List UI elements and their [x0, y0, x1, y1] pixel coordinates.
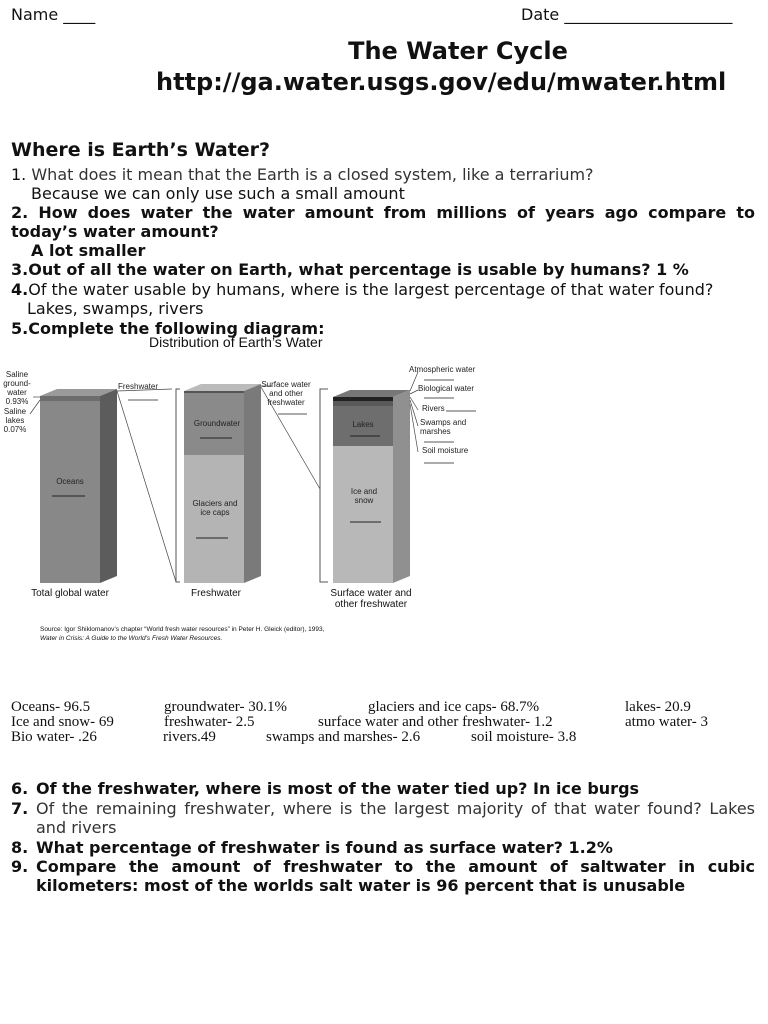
saline-lakes-label: Saline lakes 0.07% [3, 407, 27, 434]
biological-water-label: Biological water [418, 384, 475, 393]
diagram-title: Distribution of Earth’s Water [149, 334, 323, 350]
answer-lakes: lakes- 20.9 [625, 699, 691, 715]
page-title: The Water Cycle [348, 37, 568, 65]
question-7: 7. Of the remaining freshwater, where is the largest majority of that water found? Lakes and rivers [11, 799, 755, 837]
oceans-label: Oceans [56, 477, 84, 486]
saline-groundwater-label: Saline ground- water 0.93% [3, 370, 31, 406]
total-global-water-caption: Total global water [31, 588, 109, 599]
answer-ice-snow: Ice and snow- 69 [11, 714, 114, 730]
question-1: 1. What does it mean that the Earth is a closed system, like a terrarium? [11, 165, 594, 184]
answer-swamps: swamps and marshes- 2.6 [266, 729, 421, 745]
answer-groundwater: groundwater- 30.1% [164, 699, 287, 715]
lakes-label: Lakes [352, 420, 374, 429]
question-2: 2. How does water the water amount from millions of years ago compare to today’s water amount? [11, 203, 755, 241]
answer-rivers: rivers.49 [163, 729, 216, 745]
glaciers-label: Glaciers and ice caps [192, 499, 238, 517]
answer-1: Because we can only use such a small amount [31, 184, 405, 203]
date-field-label: Date _____________________ [521, 5, 733, 24]
source-url: http://ga.water.usgs.gov/edu/mwater.html [156, 68, 727, 96]
diagram-source: Source: Igor Shiklomanov’s chapter “World fresh water resources” in Peter H. Gleick (editor), 1993, Water in Crisis: A Guide to the World’s Fresh Water Resources. [40, 626, 325, 642]
ice-snow-label: Ice and snow [350, 487, 378, 505]
freshwater-caption: Freshwater [190, 588, 241, 599]
answer-soil-moisture: soil moisture- 3.8 [471, 729, 577, 745]
answer-surface-water: surface water and other freshwater- 1.2 [318, 714, 553, 730]
question-5: 5.Complete the following diagram: [11, 319, 325, 338]
answer-4: Lakes, swamps, rivers [27, 299, 204, 318]
rivers-label: Rivers [422, 404, 445, 413]
name-field-label: Name ____ [11, 5, 96, 24]
question-4: 4.Of the water usable by humans, where is the largest percentage of that water found? [11, 280, 714, 299]
answer-atmo-water: atmo water- 3 [625, 714, 708, 730]
question-8: 8. What percentage of freshwater is found as surface water? 1.2% [11, 838, 613, 857]
answer-freshwater: freshwater- 2.5 [164, 714, 255, 730]
question-6: 6. Of the freshwater, where is most of the water tied up? In ice burgs [11, 779, 640, 798]
surface-water-pointer-label: Surface water and other freshwater [261, 380, 311, 407]
answer-glaciers: glaciers and ice caps- 68.7% [368, 699, 540, 715]
section-title: Where is Earth’s Water? [11, 139, 271, 161]
freshwater-pointer-label: Freshwater [118, 382, 159, 391]
answer-bio-water: Bio water- .26 [11, 729, 97, 745]
question-9: 9. Compare the amount of freshwater to the amount of saltwater in cubic kilometers: most of the worlds salt water is 96 percent that is unusable [11, 857, 755, 895]
soil-moisture-label: Soil moisture [422, 446, 469, 455]
water-distribution-diagram [0, 334, 490, 654]
question-3: 3.Out of all the water on Earth, what percentage is usable by humans? 1 % [11, 260, 689, 279]
swamps-label: Swamps and marshes [420, 418, 467, 436]
groundwater-label: Groundwater [193, 419, 241, 428]
surface-water-caption: Surface water and other freshwater [330, 588, 412, 610]
answer-oceans: Oceans- 96.5 [11, 699, 91, 715]
atmospheric-water-label: Atmospheric water [409, 365, 476, 374]
answer-2: A lot smaller [31, 241, 146, 260]
